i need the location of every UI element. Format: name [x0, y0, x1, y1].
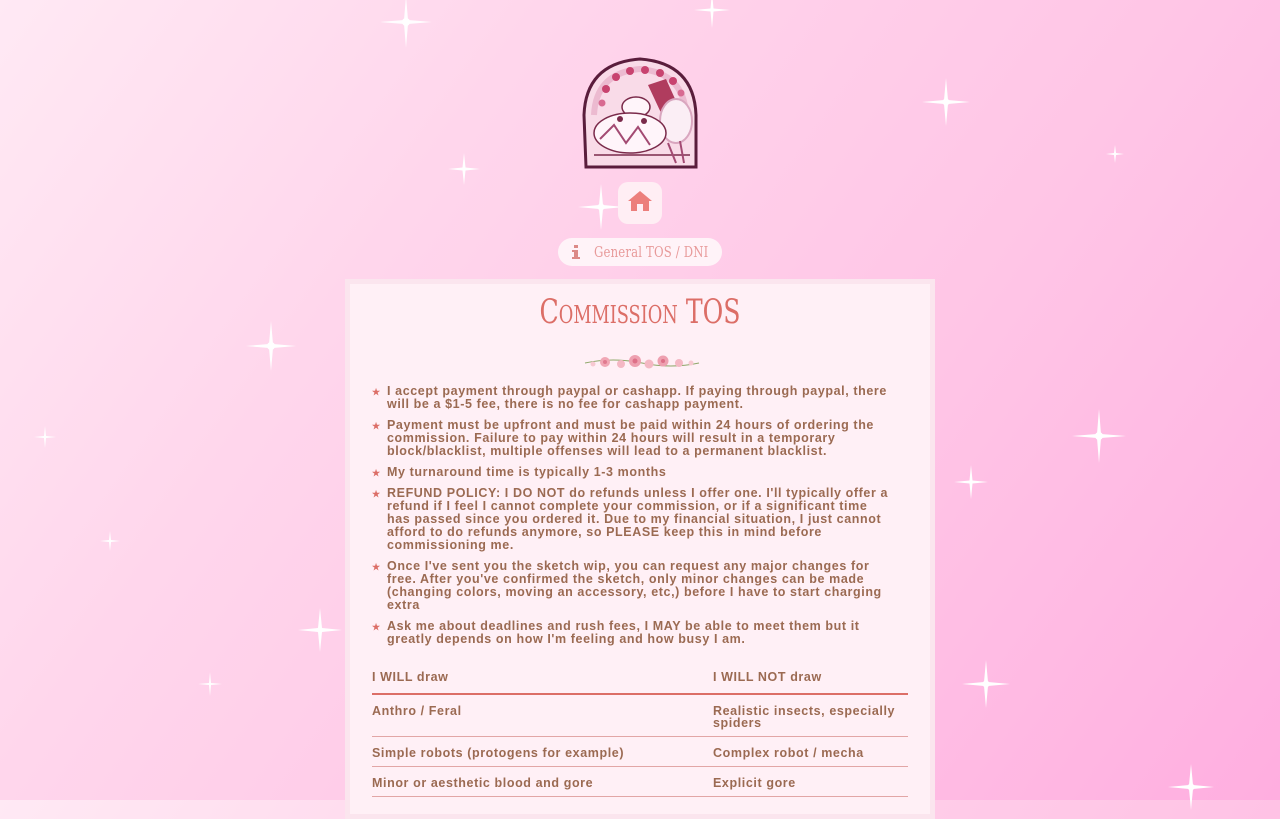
sparkle-icon: [298, 608, 342, 652]
character-avatar: [580, 55, 700, 170]
sparkle-icon: [954, 465, 988, 499]
general-tos-label: General TOS / DNI: [594, 243, 709, 261]
list-item: ★ Ask me about deadlines and rush fees, I MAY be able to meet them but it greatly depends on how I'm feeling and how busy I am.: [372, 619, 860, 646]
home-button[interactable]: [618, 182, 662, 224]
home-icon: [627, 190, 653, 217]
info-icon: [572, 245, 580, 259]
table-row: [372, 695, 908, 737]
table-cell: Complex robot / mecha: [713, 746, 864, 760]
sparkle-icon: [100, 531, 120, 551]
sparkle-icon: [448, 153, 480, 185]
general-tos-link[interactable]: [558, 238, 722, 266]
list-item: ★ Payment must be upfront and must be paid within 24 hours of ordering the commission. Failure to pay within 24 hours will result in a temporary block/blacklist, multiple offenses will lead to a permanent blacklist.: [372, 418, 874, 458]
star-icon: ★: [372, 421, 381, 431]
sparkle-icon: [1072, 409, 1126, 463]
star-icon: ★: [372, 468, 381, 478]
sparkle-icon: [962, 660, 1010, 708]
rose-divider-icon: [583, 351, 701, 373]
sparkle-icon: [922, 78, 970, 126]
sparkle-icon: [380, 0, 432, 48]
table-cell: Explicit gore: [713, 776, 796, 790]
page-title: Commission TOS: [539, 292, 741, 332]
star-icon: ★: [372, 489, 381, 499]
table-cell: Anthro / Feral: [372, 704, 462, 718]
commission-tos-card: [345, 279, 935, 819]
star-icon: ★: [372, 387, 381, 397]
column-header-will-draw: I WILL draw: [372, 670, 449, 684]
list-item: ★ Once I've sent you the sketch wip, you can request any major changes for free. After you've confirmed the sketch, only minor changes can be made (changing colors, moving an accessory, etc,) before I have to start charging extra: [372, 559, 882, 612]
star-icon: ★: [372, 562, 381, 572]
list-item: ★ My turnaround time is typically 1-3 months: [372, 465, 667, 479]
table-row: [372, 767, 908, 797]
list-item: ★ I accept payment through paypal or cashapp. If paying through paypal, there will be a $1-5 fee, there is no fee for cashapp payment.: [372, 384, 887, 411]
sparkle-icon: [694, 0, 730, 28]
draw-table: [372, 668, 908, 797]
sparkle-icon: [198, 672, 222, 696]
table-cell: Minor or aesthetic blood and gore: [372, 776, 594, 790]
column-header-will-not-draw: I WILL NOT draw: [713, 670, 822, 684]
sparkle-icon: [246, 321, 296, 371]
rules-list: [372, 385, 892, 654]
table-cell: Realistic insects, especially spiders: [713, 704, 896, 730]
list-item: ★ REFUND POLICY: I DO NOT do refunds unless I offer one. I'll typically offer a refund if I feel I cannot complete your commission, or if a significant time has passed since you ordered it. Due to my financial situation, I just cannot afford to do refunds anymore, so PLEASE keep this in mind before commissioning me.: [372, 486, 889, 552]
star-icon: ★: [372, 622, 381, 632]
sparkle-icon: [34, 426, 56, 448]
table-row: [372, 737, 908, 767]
sparkle-icon: [1106, 145, 1124, 163]
table-header-row: [372, 668, 908, 695]
table-cell: Simple robots (protogens for example): [372, 746, 625, 760]
sparkle-icon: [1168, 764, 1214, 810]
